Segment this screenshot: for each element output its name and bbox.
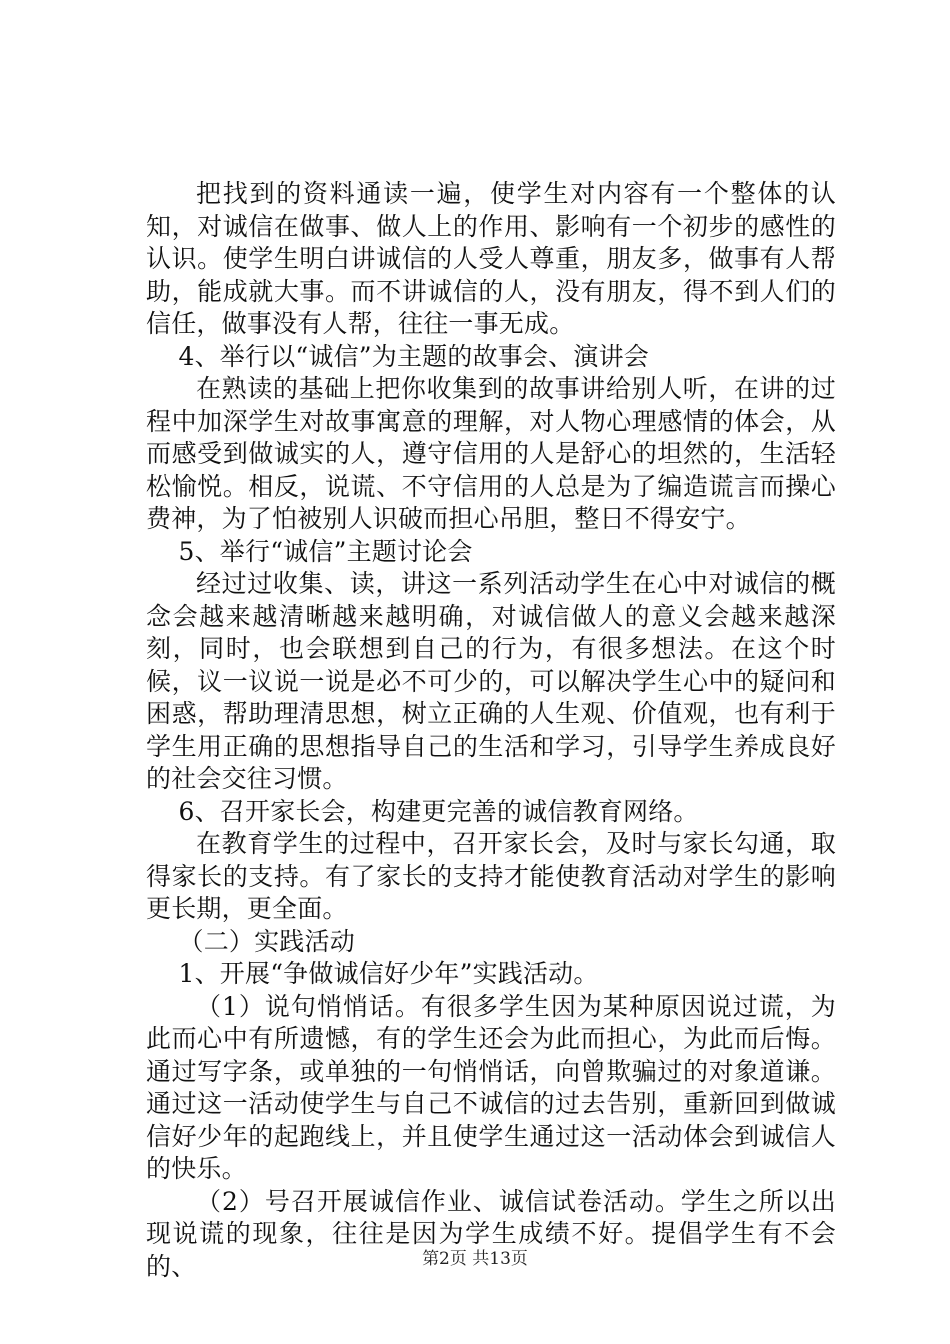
page-footer: 第2页 共13页 <box>422 1249 528 1269</box>
section-heading-practice: （二）实践活动 <box>178 926 355 956</box>
paragraph-2: 在熟读的基础上把你收集到的故事讲给别人听，在讲的过程中加深学生对故事寓意的理解，对人物心理感情的体会，从而感受到做诚实的人，遵守信用的人是舒心的坦然的，生活轻松愉悦。相反，说谎、不守信用的人总是为了编造谎言而操心费神，为了怕被别人识破而担心吊胆，整日不得安宁。 <box>146 374 836 533</box>
section-heading-5: 5、举行“诚信”主题讨论会 <box>178 536 473 566</box>
paragraph-4: 在教育学生的过程中，召开家长会，及时与家长勾通，取得家长的支持。有了家长的支持才能使教育活动对学生的影响更长期，更全面。 <box>146 829 836 923</box>
section-heading-4: 4、举行以“诚信”为主题的故事会、演讲会 <box>178 341 649 371</box>
paragraph-6: （2）号召开展诚信作业、诚信试卷活动。学生之所以出现说谎的现象，往往是因为学生成绩不好。提倡学生有不会的、 <box>146 1186 836 1281</box>
section-heading-6: 6、召开家长会，构建更完善的诚信教育网络。 <box>178 796 699 826</box>
paragraph-3: 经过过收集、读，讲这一系列活动学生在心中对诚信的概念会越来越清晰越来越明确，对诚信做人的意义会越来越深刻，同时，也会联想到自己的行为，有很多想法。在这个时候，议一议说一说是必不可少的，可以解决学生心中的疑问和困惑，帮助理清思想，树立正确的人生观、价值观，也有利于学生用正确的思想指导自己的生活和学习，引导学生养成良好的社会交往习惯。 <box>146 569 836 793</box>
document-body <box>146 178 836 1283</box>
paragraph-5: （1）说句悄悄话。有很多学生因为某种原因说过谎，为此而心中有所遗憾，有的学生还会为此而担心，为此而后悔。通过写字条，或单独的一句悄悄话，向曾欺骗过的对象道谦。通过这一活动使学生与自己不诚信的过去告别，重新回到做诚信好少年的起跑线上，并且使学生通过这一活动体会到诚信人的快乐。 <box>146 991 836 1183</box>
section-heading-practice-1: 1、开展“争做诚信好少年”实践活动。 <box>178 959 599 988</box>
paragraph-1: 把找到的资料通读一遍，使学生对内容有一个整体的认知，对诚信在做事、做人上的作用、影响有一个初步的感性的认识。使学生明白讲诚信的人受人尊重，朋友多，做事有人帮助，能成就大事。而不讲诚信的人，没有朋友，得不到人们的信任，做事没有人帮，往往一事无成。 <box>146 179 836 338</box>
